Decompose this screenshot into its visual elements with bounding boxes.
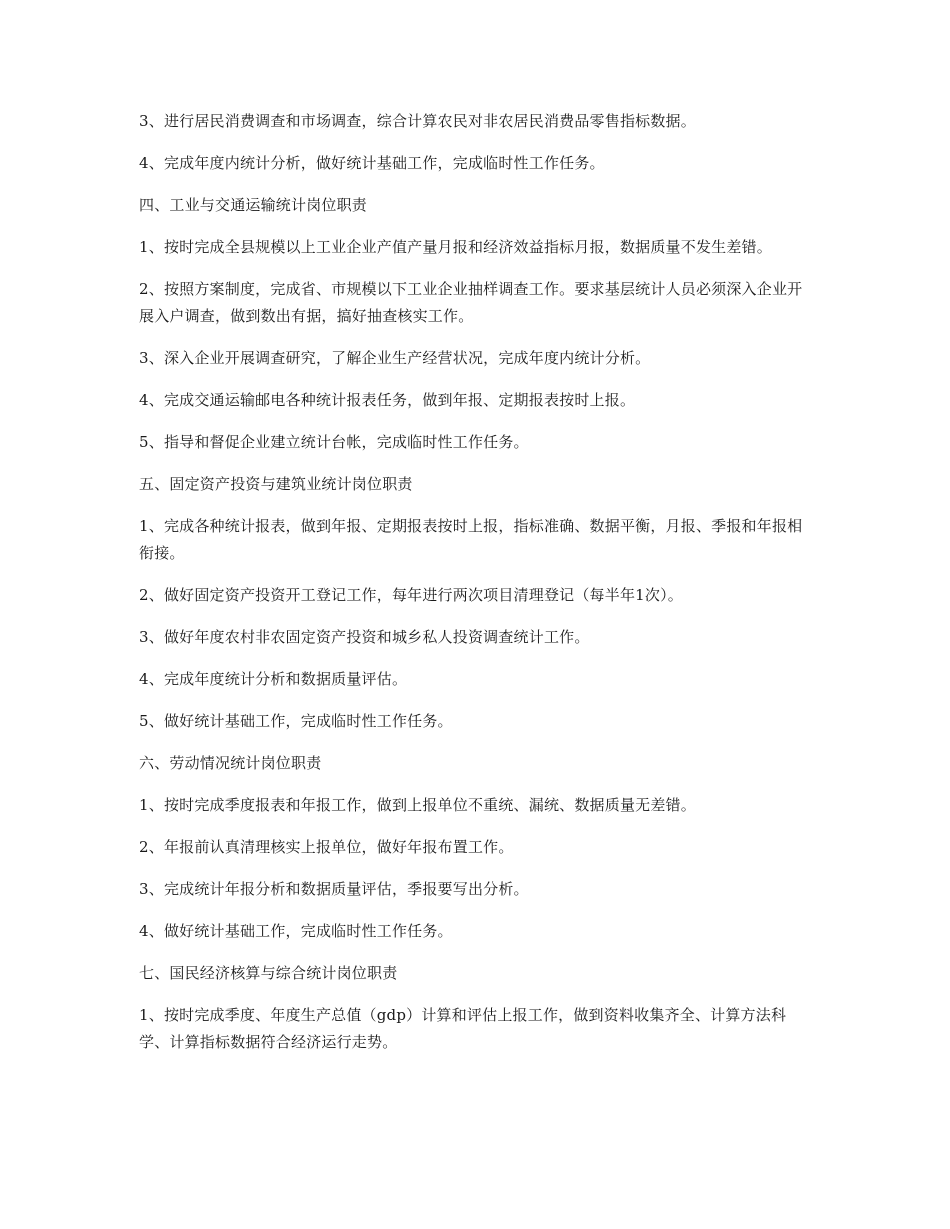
paragraph: 5、指导和督促企业建立统计台帐，完成临时性工作任务。 — [139, 433, 529, 451]
paragraph: 2、年报前认真清理核实上报单位，做好年报布置工作。 — [139, 838, 514, 856]
paragraph: 2、做好固定资产投资开工登记工作，每年进行两次项目清理登记（每半年1次）。 — [139, 586, 683, 604]
paragraph: 3、做好年度农村非农固定资产投资和城乡私人投资调查统计工作。 — [139, 628, 590, 646]
section-heading: 五、固定资产投资与建筑业统计岗位职责 — [139, 475, 413, 493]
paragraph: 3、深入企业开展调查研究，了解企业生产经营状况，完成年度内统计分析。 — [139, 349, 651, 367]
paragraph: 3、完成统计年报分析和数据质量评估，季报要写出分析。 — [139, 880, 529, 898]
paragraph: 1、按时完成季度、年度生产总值（gdp）计算和评估上报工作，做到资料收集齐全、计算方法科学、计算指标数据符合经济运行走势。 — [139, 1006, 787, 1051]
section-heading: 四、工业与交通运输统计岗位职责 — [139, 196, 368, 214]
paragraph: 4、完成年度内统计分析，做好统计基础工作，完成临时性工作任务。 — [139, 154, 605, 172]
paragraph: 2、按照方案制度，完成省、市规模以下工业企业抽样调查工作。要求基层统计人员必须深入企业开展入户调查，做到数出有据，搞好抽查核实工作。 — [139, 280, 803, 325]
paragraph: 5、做好统计基础工作，完成临时性工作任务。 — [139, 712, 453, 730]
paragraph: 1、按时完成季度报表和年报工作，做到上报单位不重统、漏统、数据质量无差错。 — [139, 796, 696, 814]
paragraph: 3、进行居民消费调查和市场调查，综合计算农民对非农居民消费品零售指标数据。 — [139, 112, 696, 130]
paragraph: 4、完成交通运输邮电各种统计报表任务，做到年报、定期报表按时上报。 — [139, 391, 636, 409]
document-body — [139, 108, 811, 1071]
paragraph: 4、完成年度统计分析和数据质量评估。 — [139, 670, 408, 688]
section-heading: 六、劳动情况统计岗位职责 — [139, 754, 322, 772]
paragraph: 1、完成各种统计报表，做到年报、定期报表按时上报，指标准确、数据平衡，月报、季报和年报相衔接。 — [139, 517, 803, 562]
paragraph: 1、按时完成全县规模以上工业企业产值产量月报和经济效益指标月报，数据质量不发生差错。 — [139, 238, 772, 256]
section-heading: 七、国民经济核算与综合统计岗位职责 — [139, 964, 398, 982]
paragraph: 4、做好统计基础工作，完成临时性工作任务。 — [139, 922, 453, 940]
